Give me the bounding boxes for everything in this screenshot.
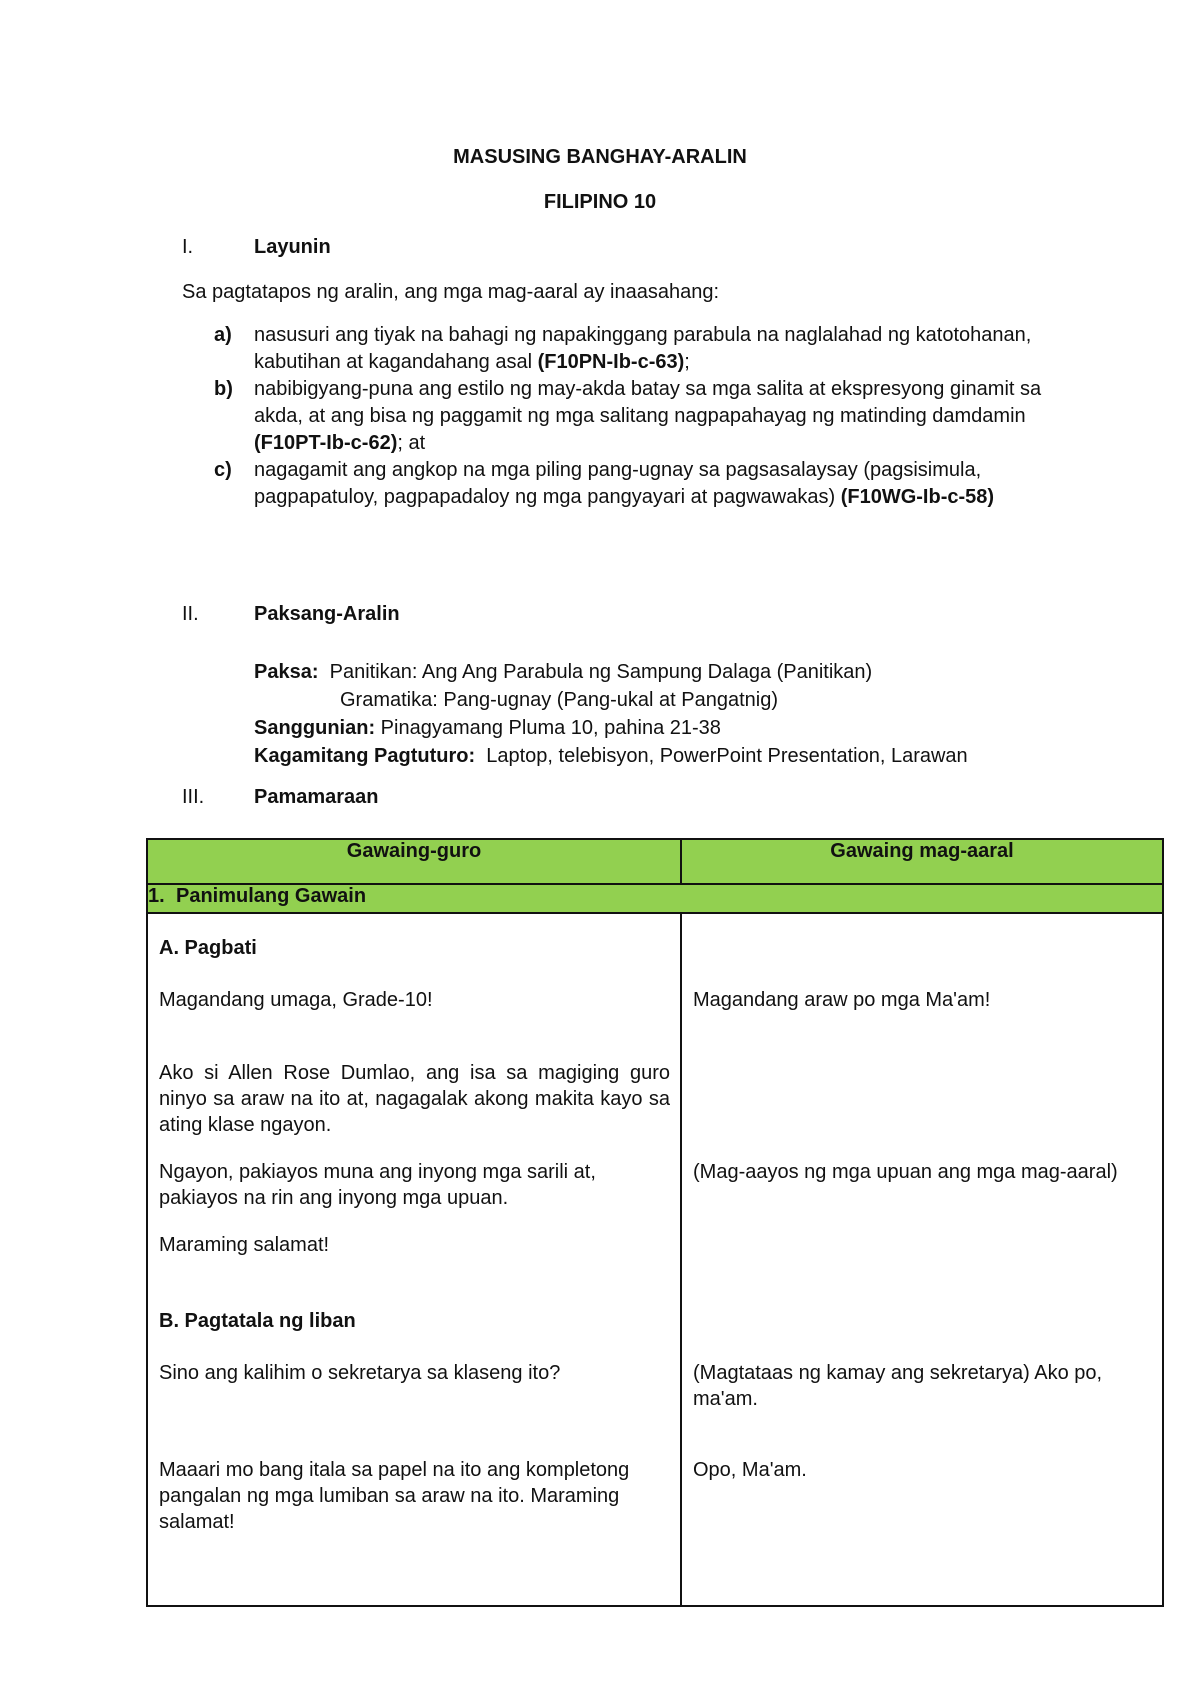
objective-tail: ; at bbox=[397, 432, 426, 454]
objective-marker: a) bbox=[214, 324, 232, 346]
student-secretary-response: (Magtataas ng kamay ang sekretarya) Ako po, ma'am. bbox=[693, 1362, 1103, 1410]
student-agree-response: Opo, Ma'am. bbox=[693, 1459, 807, 1481]
paksa-label: Paksa: bbox=[254, 661, 319, 683]
paksa-grammar: Gramatika: Pang-ugnay (Pang-ukal at Pangatnig) bbox=[340, 689, 779, 711]
column-header-teacher: Gawaing-guro bbox=[147, 839, 681, 884]
objective-text: nagagamit ang angkop na mga piling pang-ugnay sa pagsasalaysay (pagsisimula, pagpapatuloy, pagpapadaloy ng mga pangyayari at pagwawakas) bbox=[254, 459, 982, 508]
objective-text: nabibigyang-puna ang estilo ng may-akda batay sa mga salita at ekspresyong ginamit sa akda, at ang bisa ng paggamit ng mga salitang nagpapahayag ng matinding damdamin bbox=[254, 378, 1042, 427]
competency-code: (F10WG-Ib-c-58) bbox=[840, 486, 995, 508]
student-cell bbox=[681, 913, 1163, 1606]
phase-label: Panimulang Gawain bbox=[176, 885, 367, 907]
section-title: Pamamaraan bbox=[254, 786, 379, 808]
section-title: Layunin bbox=[254, 236, 331, 258]
objective-marker: c) bbox=[214, 459, 232, 481]
attendance-heading: B. Pagtatala ng liban bbox=[159, 1310, 356, 1332]
topic-details bbox=[254, 658, 1154, 770]
teacher-arrange-instruction: Ngayon, pakiayos muna ang inyong mga sarili at, pakiayos na rin ang inyong mga upuan. bbox=[159, 1161, 596, 1209]
paksa-literature: Panitikan: Ang Ang Parabula ng Sampung Dalaga (Panitikan) bbox=[329, 661, 873, 683]
phase-cell bbox=[147, 884, 1163, 913]
competency-code: (F10PN-Ib-c-63) bbox=[537, 351, 685, 373]
section-title: Paksang-Aralin bbox=[254, 603, 400, 625]
teacher-cell bbox=[147, 913, 681, 1606]
objective-marker: b) bbox=[214, 378, 233, 400]
table-row bbox=[147, 913, 1163, 1606]
kagamitan-row bbox=[254, 742, 1154, 770]
sanggunian-value: Pinagyamang Pluma 10, pahina 21-38 bbox=[380, 717, 721, 739]
section-paksang-aralin-heading bbox=[182, 603, 400, 626]
section-numeral: I. bbox=[182, 236, 194, 258]
section-numeral: III. bbox=[182, 786, 205, 808]
sanggunian-label: Sanggunian: bbox=[254, 717, 376, 739]
section-layunin-heading bbox=[182, 236, 331, 259]
teacher-question-secretary: Sino ang kalihim o sekretarya sa klaseng ito? bbox=[159, 1362, 561, 1384]
teacher-introduction: Ako si Allen Rose Dumlao, ang isa sa magiging guro ninyo sa araw na ito at, nagagalak akong makita kayo sa ating klase ngayon. bbox=[159, 1062, 670, 1136]
phase-row bbox=[147, 884, 1163, 913]
objectives-list bbox=[214, 322, 1074, 511]
objective-item bbox=[214, 457, 1074, 511]
procedure-table bbox=[146, 838, 1164, 1607]
section-numeral: II. bbox=[182, 603, 199, 625]
document-title: MASUSING BANGHAY-ARALIN bbox=[453, 146, 747, 168]
table-header-row bbox=[147, 839, 1163, 884]
competency-code: (F10PT-Ib-c-62) bbox=[254, 432, 398, 454]
objectives-intro: Sa pagtatapos ng aralin, ang mga mag-aaral ay inaasahang: bbox=[182, 281, 720, 303]
objective-item bbox=[214, 376, 1074, 457]
student-greeting: Magandang araw po mga Ma'am! bbox=[693, 989, 991, 1011]
kagamitan-value: Laptop, telebisyon, PowerPoint Presentation, Larawan bbox=[486, 745, 968, 767]
sanggunian-row bbox=[254, 714, 1154, 742]
column-header-student: Gawaing mag-aaral bbox=[681, 839, 1163, 884]
teacher-thanks: Maraming salamat! bbox=[159, 1234, 330, 1256]
paksa-grammar-row bbox=[254, 686, 1154, 714]
kagamitan-label: Kagamitang Pagtuturo: bbox=[254, 745, 476, 767]
teacher-greeting: Magandang umaga, Grade-10! bbox=[159, 989, 433, 1011]
paksa-row bbox=[254, 658, 1154, 686]
objective-item bbox=[214, 322, 1074, 376]
objective-tail: ; bbox=[684, 351, 690, 373]
phase-number: 1. bbox=[148, 885, 165, 907]
section-pamamaraan-heading bbox=[182, 786, 379, 809]
objective-text: nasusuri ang tiyak na bahagi ng napakinggang parabula na naglalahad ng katotohanan, kabutihan at kagandahang asal bbox=[254, 324, 1032, 373]
student-arrange-action: (Mag-aayos ng mga upuan ang mga mag-aaral) bbox=[693, 1161, 1118, 1183]
teacher-request-absentees: Maaari mo bang itala sa papel na ito ang kompletong pangalan ng mga lumiban sa araw na ito. Maraming salamat! bbox=[159, 1459, 630, 1533]
pagbati-heading: A. Pagbati bbox=[159, 937, 257, 959]
document-subtitle: FILIPINO 10 bbox=[543, 191, 657, 213]
